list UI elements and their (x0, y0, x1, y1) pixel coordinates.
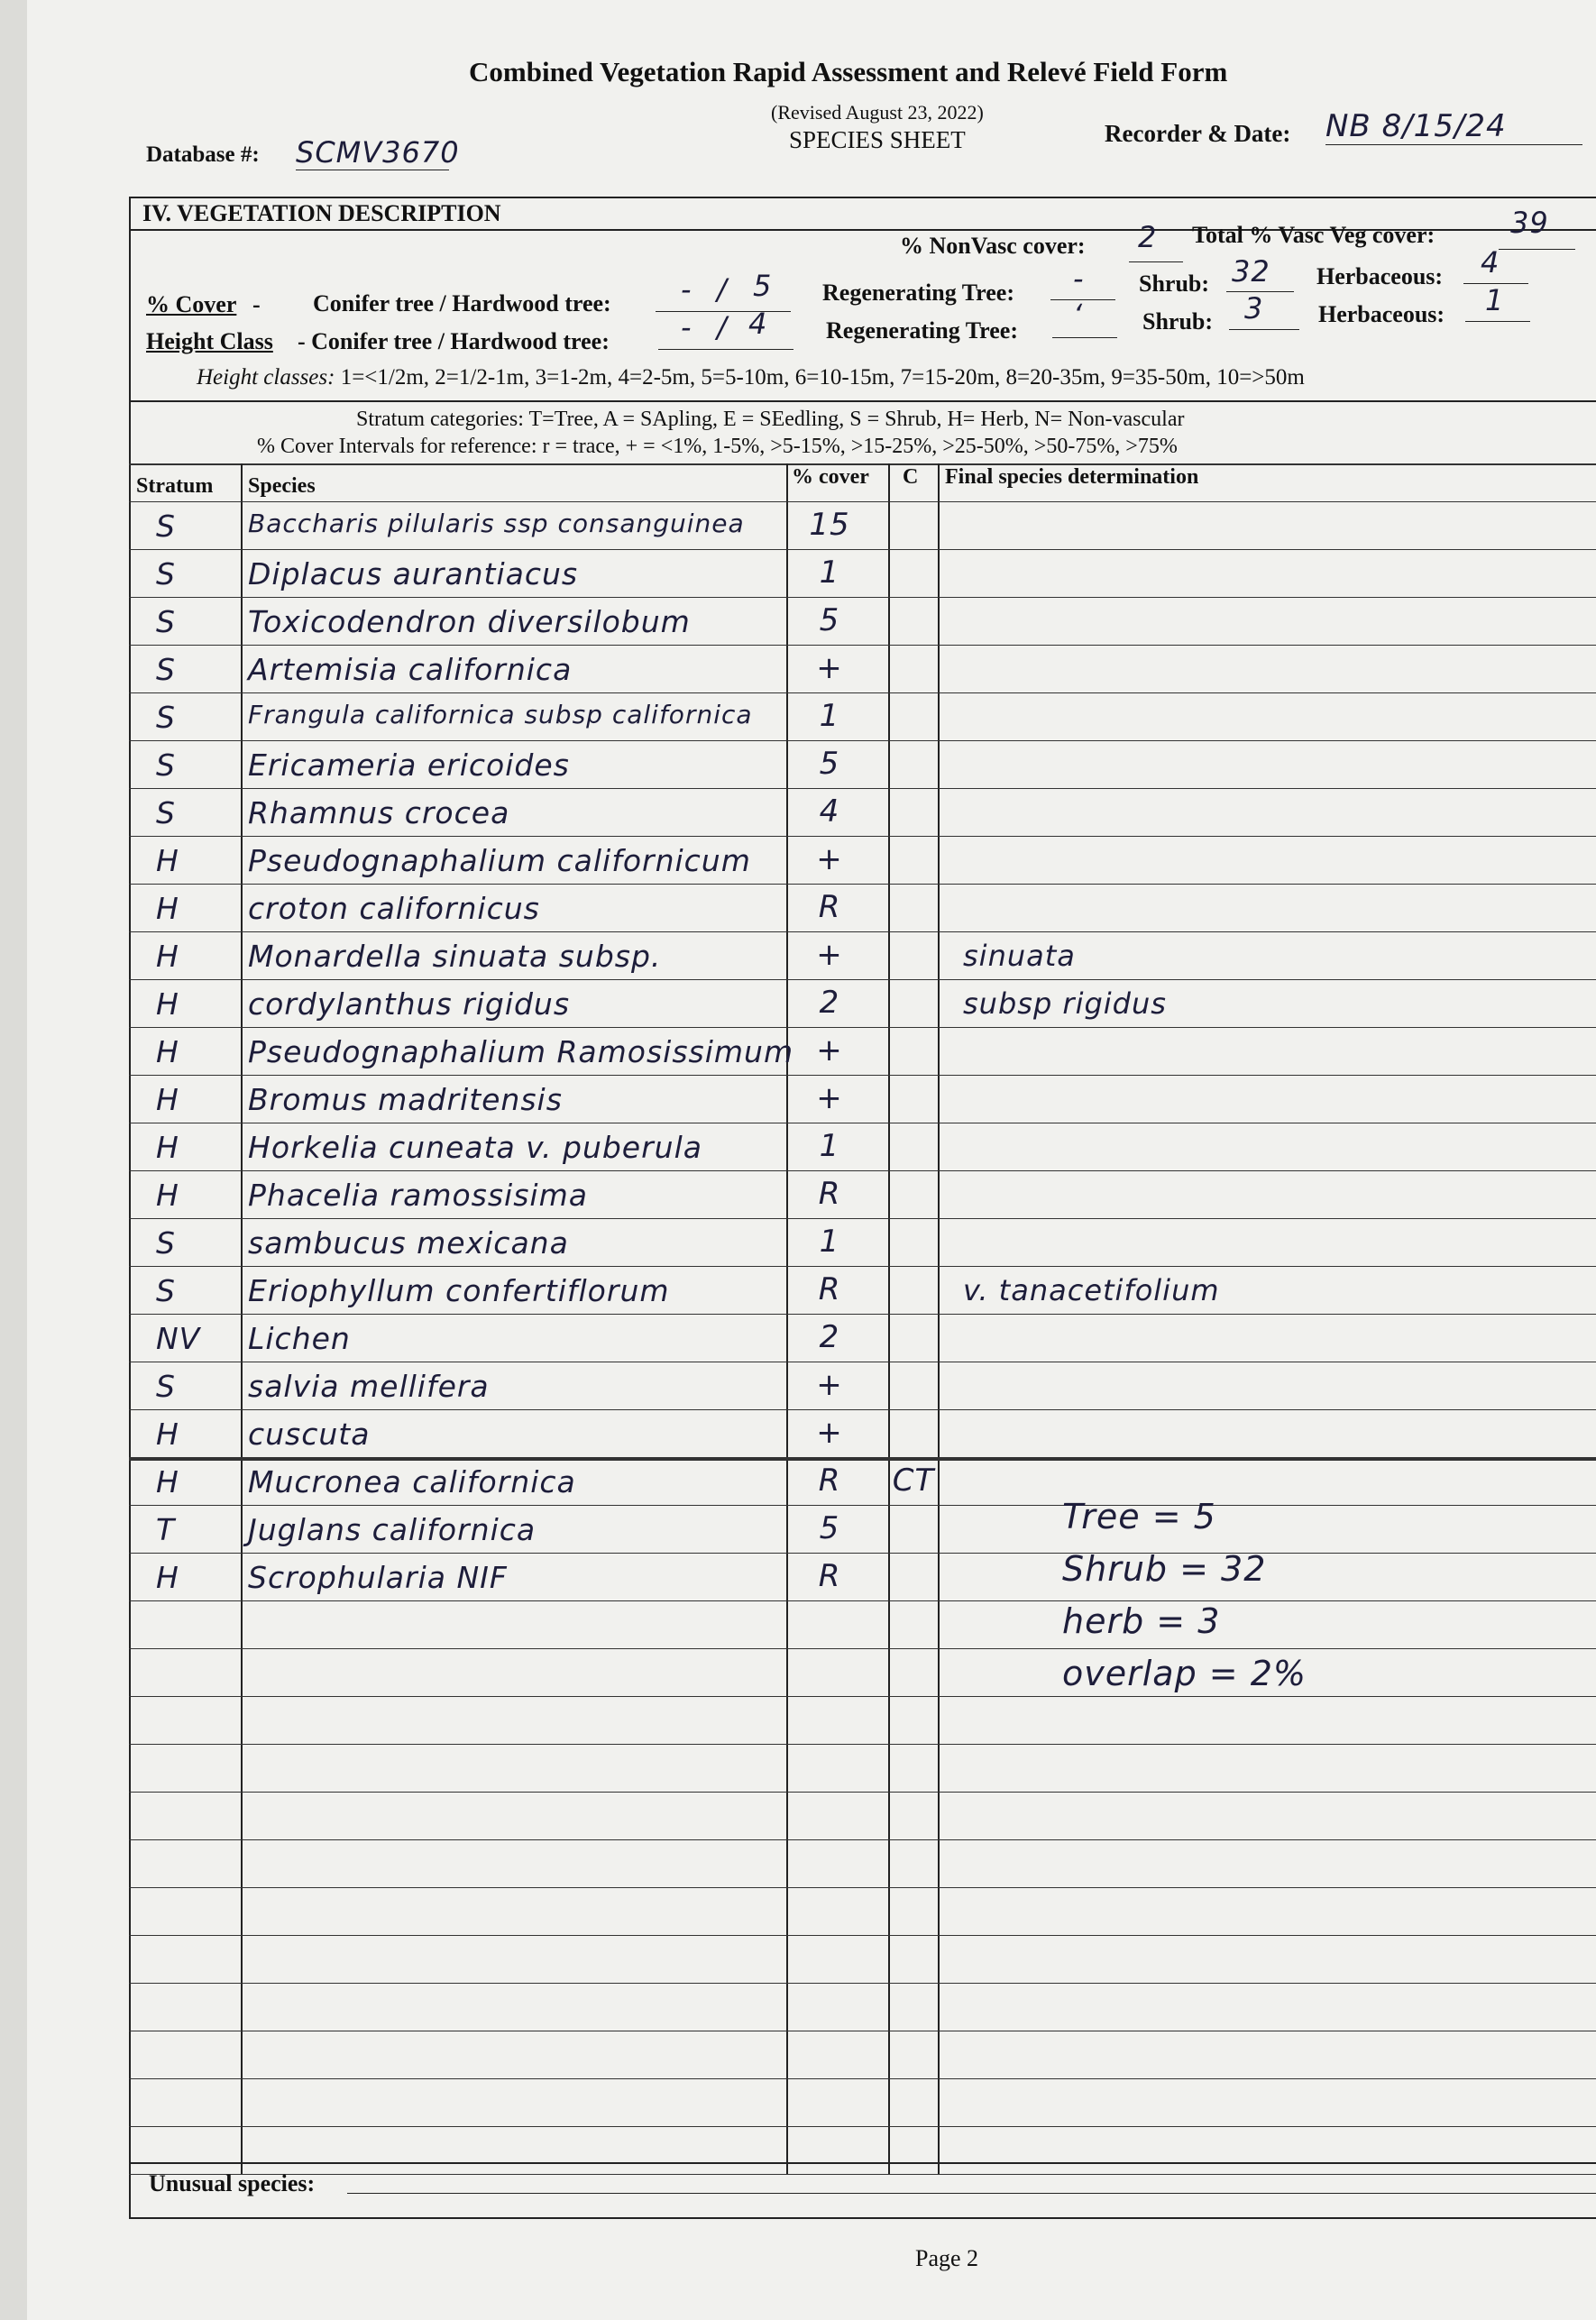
cover-herb-label: Herbaceous: (1316, 263, 1444, 289)
stratum-cell[interactable]: S (156, 795, 176, 830)
species-cell[interactable]: Mucronea californica (248, 1464, 576, 1499)
stratum-cell[interactable]: NV (156, 1321, 201, 1356)
unusual-species-label: Unusual species: (149, 2170, 316, 2196)
header-c: C (903, 465, 919, 489)
final-column-line (938, 463, 940, 2174)
species-cell[interactable]: Toxicodendron diversilobum (248, 604, 691, 639)
shrub-total-note: Shrub = 32 (1062, 1549, 1267, 1589)
cover-cell[interactable]: R (818, 889, 841, 925)
height-regen-field[interactable]: ‘ (1073, 298, 1084, 332)
stratum-cell[interactable]: H (156, 1560, 179, 1595)
total-vasc-label: Total % Vasc Veg cover: (1192, 222, 1435, 248)
total-vasc-underline (1499, 249, 1575, 250)
stratum-cell[interactable]: H (156, 1082, 179, 1117)
table-row-line (129, 884, 1596, 885)
table-row-line (129, 692, 1596, 693)
stratum-cell[interactable]: T (156, 1512, 176, 1547)
table-row-line (129, 501, 1596, 502)
table-row-line (129, 788, 1596, 789)
unusual-species-field[interactable] (347, 2193, 1596, 2194)
table-row-line (129, 1744, 1596, 1745)
table-row-line (129, 1170, 1596, 1171)
stratum-cell[interactable]: S (156, 1273, 176, 1308)
stratum-cell[interactable]: H (156, 939, 179, 974)
species-cell[interactable]: Baccharis pilularis ssp consanguinea (248, 509, 745, 538)
cover-cell[interactable]: 1 (819, 555, 840, 591)
height-classes-label: Height classes: (197, 365, 335, 390)
stratum-cell[interactable]: H (156, 1034, 179, 1069)
species-cell[interactable]: cuscuta (248, 1417, 371, 1452)
page-number: Page 2 (915, 2245, 979, 2271)
final-determination-cell[interactable]: sinuata (963, 939, 1076, 973)
table-row-line (129, 836, 1596, 837)
cover-conifer-label: Conifer tree / Hardwood tree: (313, 290, 611, 316)
header-cover: % cover (792, 465, 869, 489)
cover-regen-field[interactable]: - (1073, 261, 1085, 296)
nonvasc-label: % NonVasc cover: (900, 233, 1086, 259)
cover-hardwood-field[interactable]: 5 (753, 269, 773, 303)
table-row-line (129, 1505, 1596, 1506)
table-row-line (129, 1887, 1596, 1888)
table-row-line (129, 1648, 1596, 1649)
height-herb-field[interactable]: 1 (1485, 283, 1505, 317)
cover-cell[interactable]: 5 (819, 602, 840, 638)
species-cell[interactable]: Scrophularia NIF (248, 1560, 508, 1595)
table-row-line (129, 2126, 1596, 2127)
nonvasc-underline (1129, 261, 1183, 262)
table-row-line (129, 645, 1596, 646)
table-row-line (129, 1027, 1596, 1028)
species-cell[interactable]: Ericameria ericoides (248, 747, 570, 783)
species-cell[interactable]: Pseudognaphalium californicum (248, 843, 751, 878)
form-page (27, 0, 1596, 2320)
cover-cell[interactable]: 5 (819, 1510, 840, 1546)
species-cell[interactable]: Pseudognaphalium Ramosissimum (248, 1034, 794, 1069)
cover-cell[interactable]: + (816, 1080, 843, 1116)
cover-conifer-field[interactable]: - (681, 272, 693, 307)
cover-dash: - (252, 291, 261, 317)
height-label: Height Class (146, 328, 273, 354)
table-row-line (129, 1553, 1596, 1554)
cover-shrub-label: Shrub: (1139, 271, 1210, 297)
height-hardwood-field[interactable]: 4 (748, 307, 768, 341)
revision-date: (Revised August 23, 2022) (771, 101, 984, 124)
cover-cell[interactable]: + (816, 1367, 843, 1403)
stratum-cell[interactable]: S (156, 700, 176, 735)
table-row-line (129, 1218, 1596, 1219)
species-cell[interactable]: cordylanthus rigidus (248, 986, 571, 1022)
stratum-cell[interactable]: S (156, 1369, 176, 1404)
section-title: IV. VEGETATION DESCRIPTION (142, 200, 501, 226)
cover-cell[interactable]: 4 (819, 793, 840, 830)
table-row-line (129, 1792, 1596, 1793)
cover-cell[interactable]: 15 (809, 507, 850, 543)
height-conifer-underline (658, 349, 793, 350)
table-row-line (129, 1696, 1596, 1697)
stratum-cell[interactable]: S (156, 509, 176, 544)
header-stratum: Stratum (136, 474, 214, 498)
table-row-line (129, 2078, 1596, 2079)
stratum-cell[interactable]: S (156, 604, 176, 639)
stratum-cell[interactable]: S (156, 747, 176, 783)
total-vasc-field[interactable]: 39 (1510, 206, 1549, 240)
stratum-cell[interactable]: S (156, 652, 176, 687)
height-shrub-underline (1229, 329, 1299, 330)
cover-cell[interactable]: 2 (819, 1319, 840, 1355)
cover-intervals: % Cover Intervals for reference: r = trace, + = <1%, 1-5%, >5-15%, >15-25%, >25-50%, >50-75%, >75% (257, 435, 1178, 458)
height-classes-values: 1=<1/2m, 2=1/2-1m, 3=1-2m, 4=2-5m, 5=5-10m, 6=10-15m, 7=15-20m, 8=20-35m, 9=35-50m, 10=>50m (340, 365, 1305, 390)
species-cell[interactable]: Monardella sinuata subsp. (248, 939, 662, 974)
stratum-cell[interactable]: H (156, 1417, 179, 1452)
recorder-date-field[interactable]: NB 8/15/24 (1325, 108, 1582, 145)
table-row-line (129, 1935, 1596, 1936)
height-shrub-field[interactable]: 3 (1244, 291, 1264, 326)
height-shrub-label: Shrub: (1142, 308, 1214, 335)
cover-cell[interactable]: 1 (819, 1128, 840, 1164)
header-final: Final species determination (945, 465, 1199, 489)
table-row-line (129, 549, 1596, 550)
nonvasc-field[interactable]: 2 (1138, 220, 1158, 254)
species-cell[interactable]: Horkelia cuneata v. puberula (248, 1130, 702, 1165)
cover-shrub-field[interactable]: 32 (1232, 254, 1270, 289)
table-row-line (129, 979, 1596, 980)
species-cell[interactable]: croton californicus (248, 891, 540, 926)
species-cell[interactable]: salvia mellifera (248, 1369, 490, 1404)
species-cell[interactable]: Lichen (248, 1321, 351, 1356)
overlap-note: overlap = 2% (1062, 1654, 1307, 1693)
stratum-cell[interactable]: H (156, 891, 179, 926)
cover-column-line (786, 463, 788, 2174)
stratum-cell[interactable]: H (156, 986, 179, 1022)
height-slash: / (717, 310, 728, 344)
unusual-divider (129, 2162, 1596, 2164)
stratum-cell[interactable]: H (156, 843, 179, 878)
cover-cell[interactable]: 2 (819, 985, 840, 1021)
final-determination-cell[interactable]: v. tanacetifolium (963, 1273, 1220, 1307)
cover-cell[interactable]: + (816, 937, 843, 973)
species-cell[interactable]: Frangula californica subsp californica (248, 700, 753, 729)
cover-cell[interactable]: R (818, 1463, 841, 1499)
legend-divider (129, 400, 1596, 402)
cover-label: % Cover (146, 291, 237, 317)
height-herb-underline (1465, 321, 1530, 322)
database-label: Database #: (146, 142, 260, 167)
cover-cell[interactable]: 1 (819, 1224, 840, 1260)
height-conifer-field[interactable]: - (681, 310, 693, 344)
stratum-cell[interactable]: S (156, 556, 176, 591)
cover-cell[interactable]: 1 (819, 698, 840, 734)
header-species: Species (248, 474, 316, 498)
stratum-categories: Stratum categories: T=Tree, A = SApling, E = SEedling, S = Shrub, H= Herb, N= Non-vascular (356, 408, 1185, 431)
species-cell[interactable]: Phacelia ramossisima (248, 1178, 588, 1213)
table-row-line (129, 1266, 1596, 1267)
table-row-line (129, 597, 1596, 598)
cover-regen-label: Regenerating Tree: (822, 280, 1014, 306)
table-row-line (129, 740, 1596, 741)
cover-cell[interactable]: + (816, 1032, 843, 1068)
c-column-line (888, 463, 890, 2174)
species-cell[interactable]: Artemisia californica (248, 652, 573, 687)
table-row-line (129, 1314, 1596, 1315)
cover-herb-field[interactable]: 4 (1481, 245, 1500, 280)
table-row-line (129, 1983, 1596, 1984)
c-cell[interactable]: CT (892, 1463, 935, 1499)
stratum-cell[interactable]: H (156, 1464, 179, 1499)
sheet-name: SPECIES SHEET (789, 126, 966, 153)
cover-cell[interactable]: 5 (819, 746, 840, 782)
height-herb-label: Herbaceous: (1318, 301, 1445, 327)
species-cell[interactable]: Bromus madritensis (248, 1082, 563, 1117)
height-regen-underline (1052, 337, 1117, 338)
height-regen-label: Regenerating Tree: (826, 317, 1018, 344)
stratum-cell[interactable]: H (156, 1178, 179, 1213)
stratum-cell[interactable]: S (156, 1225, 176, 1261)
cover-slash: / (717, 272, 728, 307)
species-cell[interactable]: Diplacus aurantiacus (248, 556, 579, 591)
species-cell[interactable]: Rhamnus crocea (248, 795, 510, 830)
stratum-cell[interactable]: H (156, 1130, 179, 1165)
recorder-label: Recorder & Date: (1105, 120, 1291, 147)
table-row-line (129, 1457, 1596, 1461)
species-cell[interactable]: Eriophyllum confertiflorum (248, 1273, 670, 1308)
height-classes-legend (197, 365, 1305, 390)
table-row-line (129, 1839, 1596, 1840)
cover-cell[interactable]: R (818, 1558, 841, 1594)
cover-cell[interactable]: + (816, 1415, 843, 1451)
database-field[interactable]: SCMV3670 (296, 135, 460, 170)
table-row-line (129, 1600, 1596, 1601)
final-determination-cell[interactable]: subsp rigidus (963, 986, 1167, 1021)
herb-total-note: herb = 3 (1062, 1601, 1221, 1641)
table-row-line (129, 1409, 1596, 1410)
species-cell[interactable]: Juglans californica (248, 1512, 537, 1547)
form-title: Combined Vegetation Rapid Assessment and Relevé Field Form (469, 56, 1228, 87)
table-row-line (129, 2174, 1596, 2175)
table-row-line (129, 931, 1596, 932)
cover-cell[interactable]: R (818, 1176, 841, 1212)
tree-total-note: Tree = 5 (1062, 1497, 1216, 1536)
cover-cell[interactable]: R (818, 1271, 841, 1307)
cover-cell[interactable]: + (816, 650, 843, 686)
height-conifer-label: - Conifer tree / Hardwood tree: (298, 328, 610, 354)
species-column-line (241, 463, 243, 2174)
species-cell[interactable]: sambucus mexicana (248, 1225, 569, 1261)
cover-cell[interactable]: + (816, 841, 843, 877)
table-row-line (129, 1075, 1596, 1076)
